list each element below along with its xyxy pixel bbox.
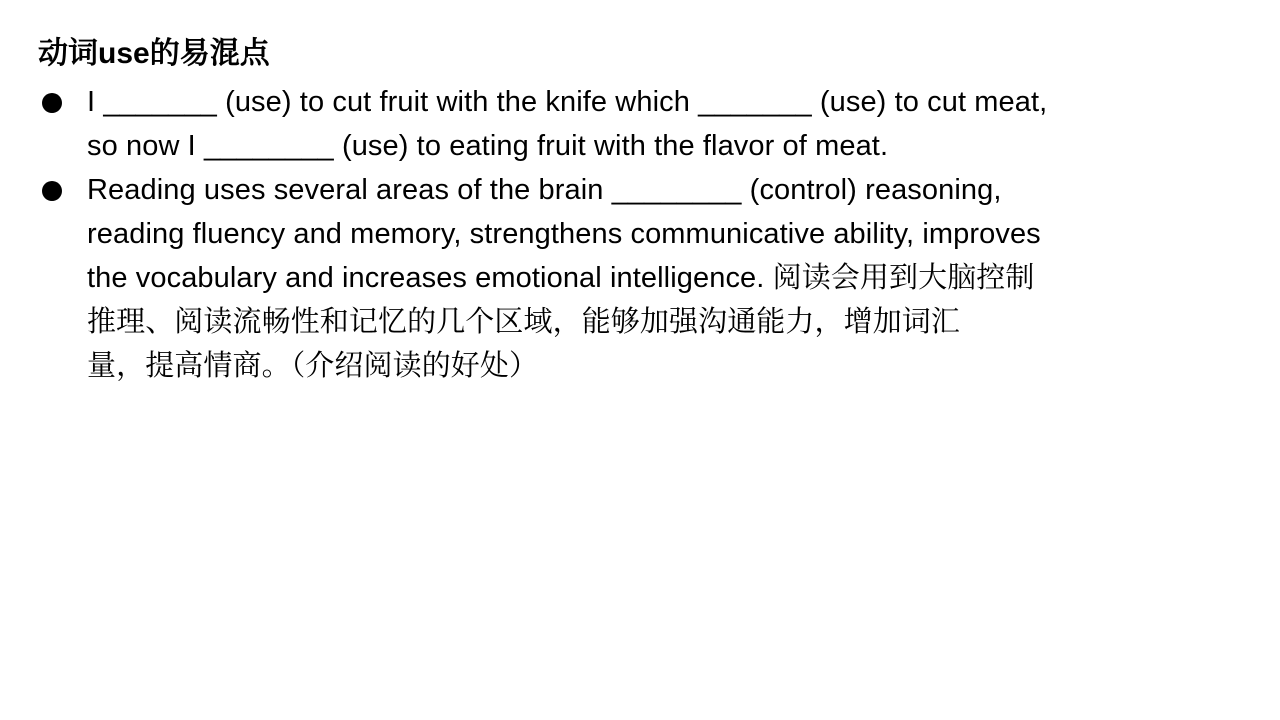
slide-title: 动词use的易混点: [38, 37, 270, 70]
bullet-item-1: [40, 80, 1240, 168]
bullet-1-line-2: so now I ________ (use) to eating fruit with the flavor of meat.: [87, 130, 889, 162]
bullet-2-line-5: 量，提高情商。（介绍阅读的好处）: [87, 350, 539, 382]
bullet-2-line-1: Reading uses several areas of the brain ________ (control) reasoning,: [87, 174, 1002, 206]
bullet-list: [40, 80, 1240, 388]
bullet-dot-icon: [42, 181, 62, 201]
bullet-2-line-4: 推理、阅读流畅性和记忆的几个区域，能够加强沟通能力，增加词汇: [87, 306, 961, 338]
bullet-item-2: [40, 168, 1240, 388]
bullet-2-line-2: reading fluency and memory, strengthens communicative ability, improves: [87, 218, 1041, 250]
bullet-dot-icon: [42, 93, 62, 113]
bullet-2-line-3: the vocabulary and increases emotional intelligence. 阅读会用到大脑控制: [87, 262, 1035, 294]
bullet-1-line-1: I _______ (use) to cut fruit with the knife which _______ (use) to cut meat,: [87, 86, 1048, 118]
